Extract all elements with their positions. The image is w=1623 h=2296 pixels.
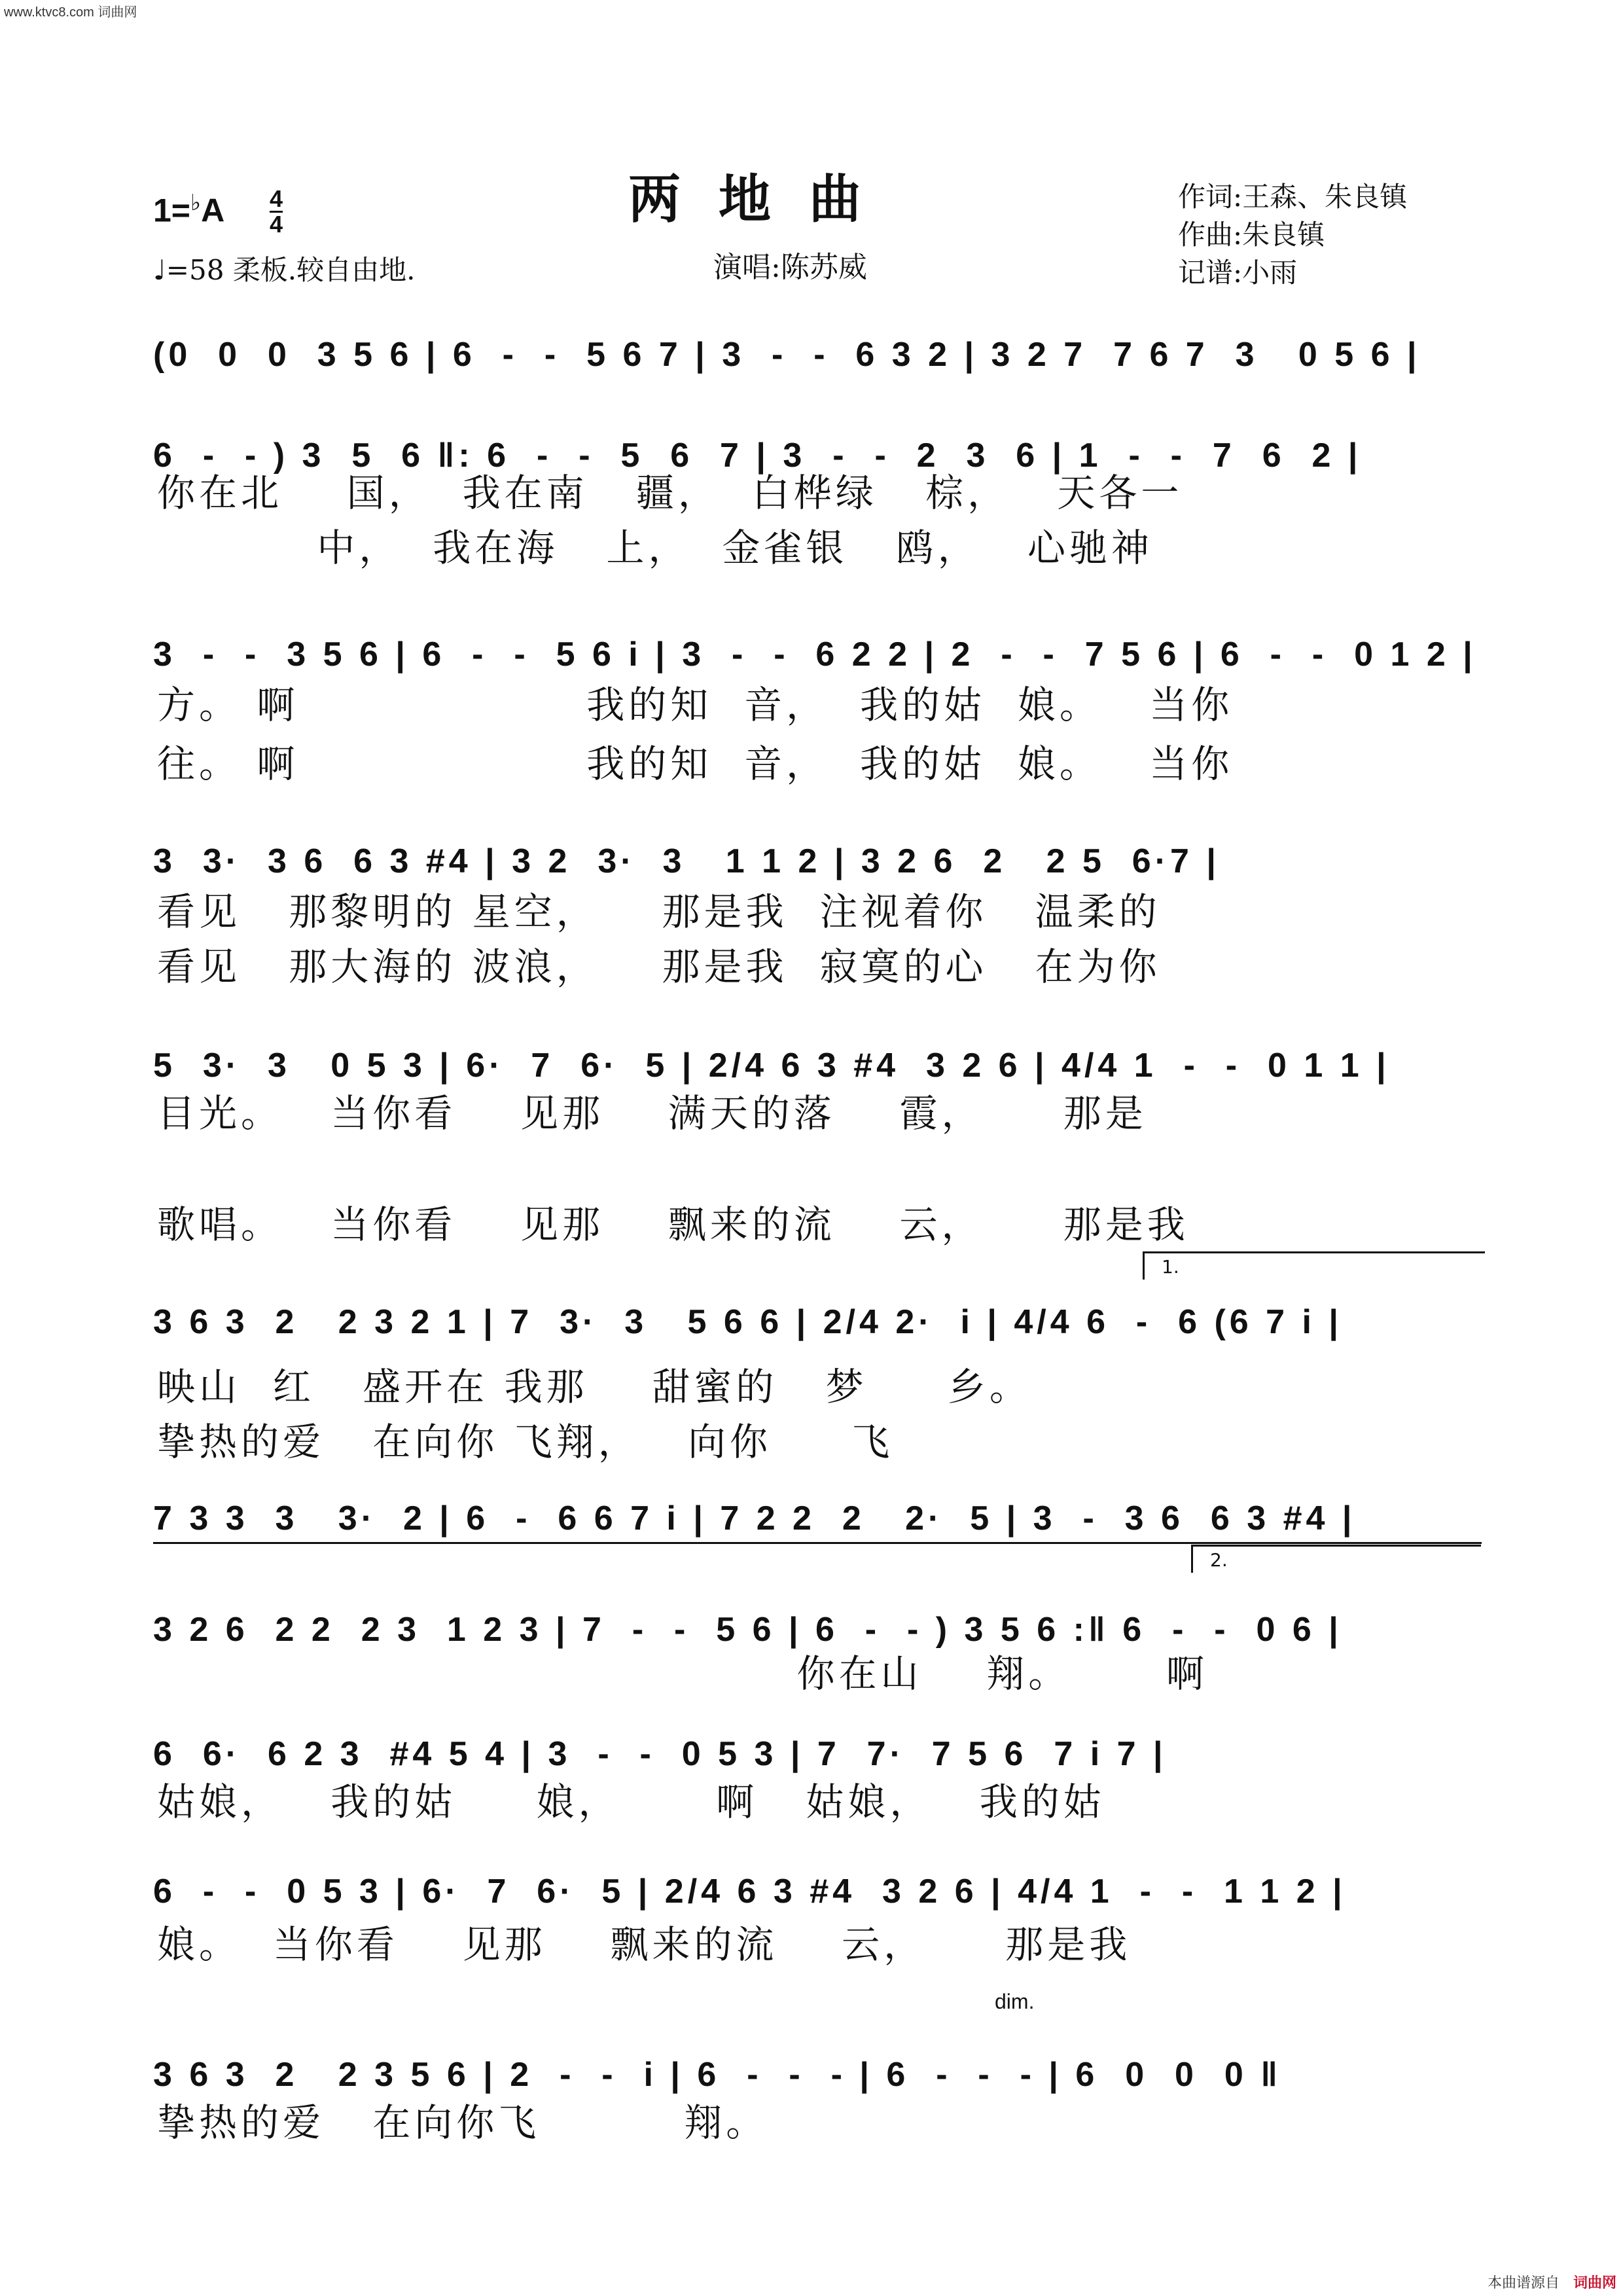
volta-bracket-line [153,1542,1482,1544]
staff-line-4 [153,809,1475,881]
lyric-verse-1: 娘。 当你看 见那 飘来的流 云， 那是我 [157,1922,1132,1967]
staff-line-1 [153,302,1475,374]
lyric-verse-1: 姑娘， 我的姑 娘， 啊 姑娘， 我的姑 [157,1780,1105,1824]
lyric-verse-1: 目光。 当你看 见那 满天的落 霞， 那是 [157,1091,1147,1136]
staff-line-10 [153,1839,1475,1911]
lyric-verse-1: 你在山 翔。 啊 [157,1651,1208,1696]
source-url: www.ktvc8.com 词曲网 [4,5,137,20]
notation-line: 7 3 3 3 3· 2 | 6 - 6 6 7 i | 7 2 2 2 2· 5 | 3 - 3 6 6 3 #4 | [153,1499,1356,1537]
lyric-verse-1: 映山 红 盛开在 我那 甜蜜的 梦 乡。 [157,1365,1031,1409]
lyric-verse-1: 挚热的爱 在向你飞 翔。 [157,2100,768,2145]
volta-first-ending: 1. [1143,1251,1485,1280]
song-title: 两地曲 [628,168,899,230]
notation-line: 6 - - 0 5 3 | 6· 7 6· 5 | 2/4 6 3 #4 3 2 6 | 4/4 1 - - 1 1 2 | [153,1873,1346,1910]
lyric-verse-1: 你在北 国， 我在南 疆， 白桦绿 棕， 天各一 [157,471,1183,515]
lyric-verse-1: 看见 那黎明的 星空， 那是我 注视着你 温柔的 [157,889,1161,934]
tempo-marking: ♩=58 柔板.较自由地. [153,254,416,286]
lyric-verse-2: 挚热的爱 在向你 飞翔， 向你 飞 [157,1420,894,1464]
notation-line: 5 3· 3 0 5 3 | 6· 7 6· 5 | 2/4 6 3 #4 3 2 6 | 4/4 1 - - 0 1 1 | [153,1047,1390,1085]
notation-line: 3 6 3 2 2 3 2 1 | 7 3· 3 5 6 6 | 2/4 2· i | 4/4 6 - 6 (6 7 i | [153,1303,1342,1341]
notation-line: 6 6· 6 2 3 #4 5 4 | 3 - - 0 5 3 | 7 7· 7 5 6 7 i 7 | [153,1735,1167,1773]
time-signature: 4 4 [270,185,283,238]
notation-line: 3 6 3 2 2 3 5 6 | 2 - - i | 6 - - - | 6 - - - | 6 0 0 0 ‖ [153,2056,1282,2094]
lyric-verse-2: 往。 啊 我的知 音， 我的姑 娘。 当你 [157,742,1234,786]
notation-line: 3 2 6 2 2 2 3 1 2 3 | 7 - - 5 6 | 6 - - ) 3 5 6 :‖ 6 - - 0 6 | [153,1611,1342,1649]
staff-line-11 [153,2022,1475,2094]
notation-line: (0 0 0 3 5 6 | 6 - - 5 6 7 | 3 - - 6 3 2 | 3 2 7 7 6 7 3 0 5 6 | [153,336,1421,374]
volta-second-ending: 2. [1191,1545,1481,1573]
transcriber-credit: 记谱:小雨 [1178,257,1298,289]
staff-line-9 [153,1702,1475,1774]
staff-line-7 [153,1466,1475,1538]
staff-line-5 [153,1013,1475,1085]
notation-line: 3 3· 3 6 6 3 #4 | 3 2 3· 3 1 1 2 | 3 2 6 2 2 5 6·7 | [153,842,1220,880]
notation-line: 3 - - 3 5 6 | 6 - - 5 6 i | 3 - - 6 2 2 | 2 - - 7 5 6 | 6 - - 0 1 2 | [153,636,1476,673]
composer-credit: 作曲:朱良镇 [1178,219,1325,251]
footer-source: 本曲谱源自 词曲网 [1487,2275,1616,2291]
staff-line-6 [153,1270,1475,1342]
notation-line: 6 - - ) 3 5 6 ‖: 6 - - 5 6 7 | 3 - - 2 3 6 | 1 - - 7 6 2 | [153,437,1362,475]
lyric-verse-2: 看见 那大海的 波浪， 那是我 寂寞的心 在为你 [157,944,1161,989]
key-signature: 1=♭A [153,190,225,229]
lyric-verse-2: 中， 我在海 上， 金雀银 鸥， 心驰神 [157,526,1154,570]
lyric-verse-1: 方。 啊 我的知 音， 我的姑 娘。 当你 [157,683,1234,727]
lyric-verse-2: 歌唱。 当你看 见那 飘来的流 云， 那是我 [157,1202,1189,1247]
lyricist-credit: 作词:王森、朱良镇 [1178,181,1408,213]
staff-line-3 [153,602,1475,674]
staff-line-8 [153,1577,1475,1649]
singer-credit: 演唱:陈苏威 [713,251,867,284]
dim-marking: dim. [995,1990,1035,2013]
